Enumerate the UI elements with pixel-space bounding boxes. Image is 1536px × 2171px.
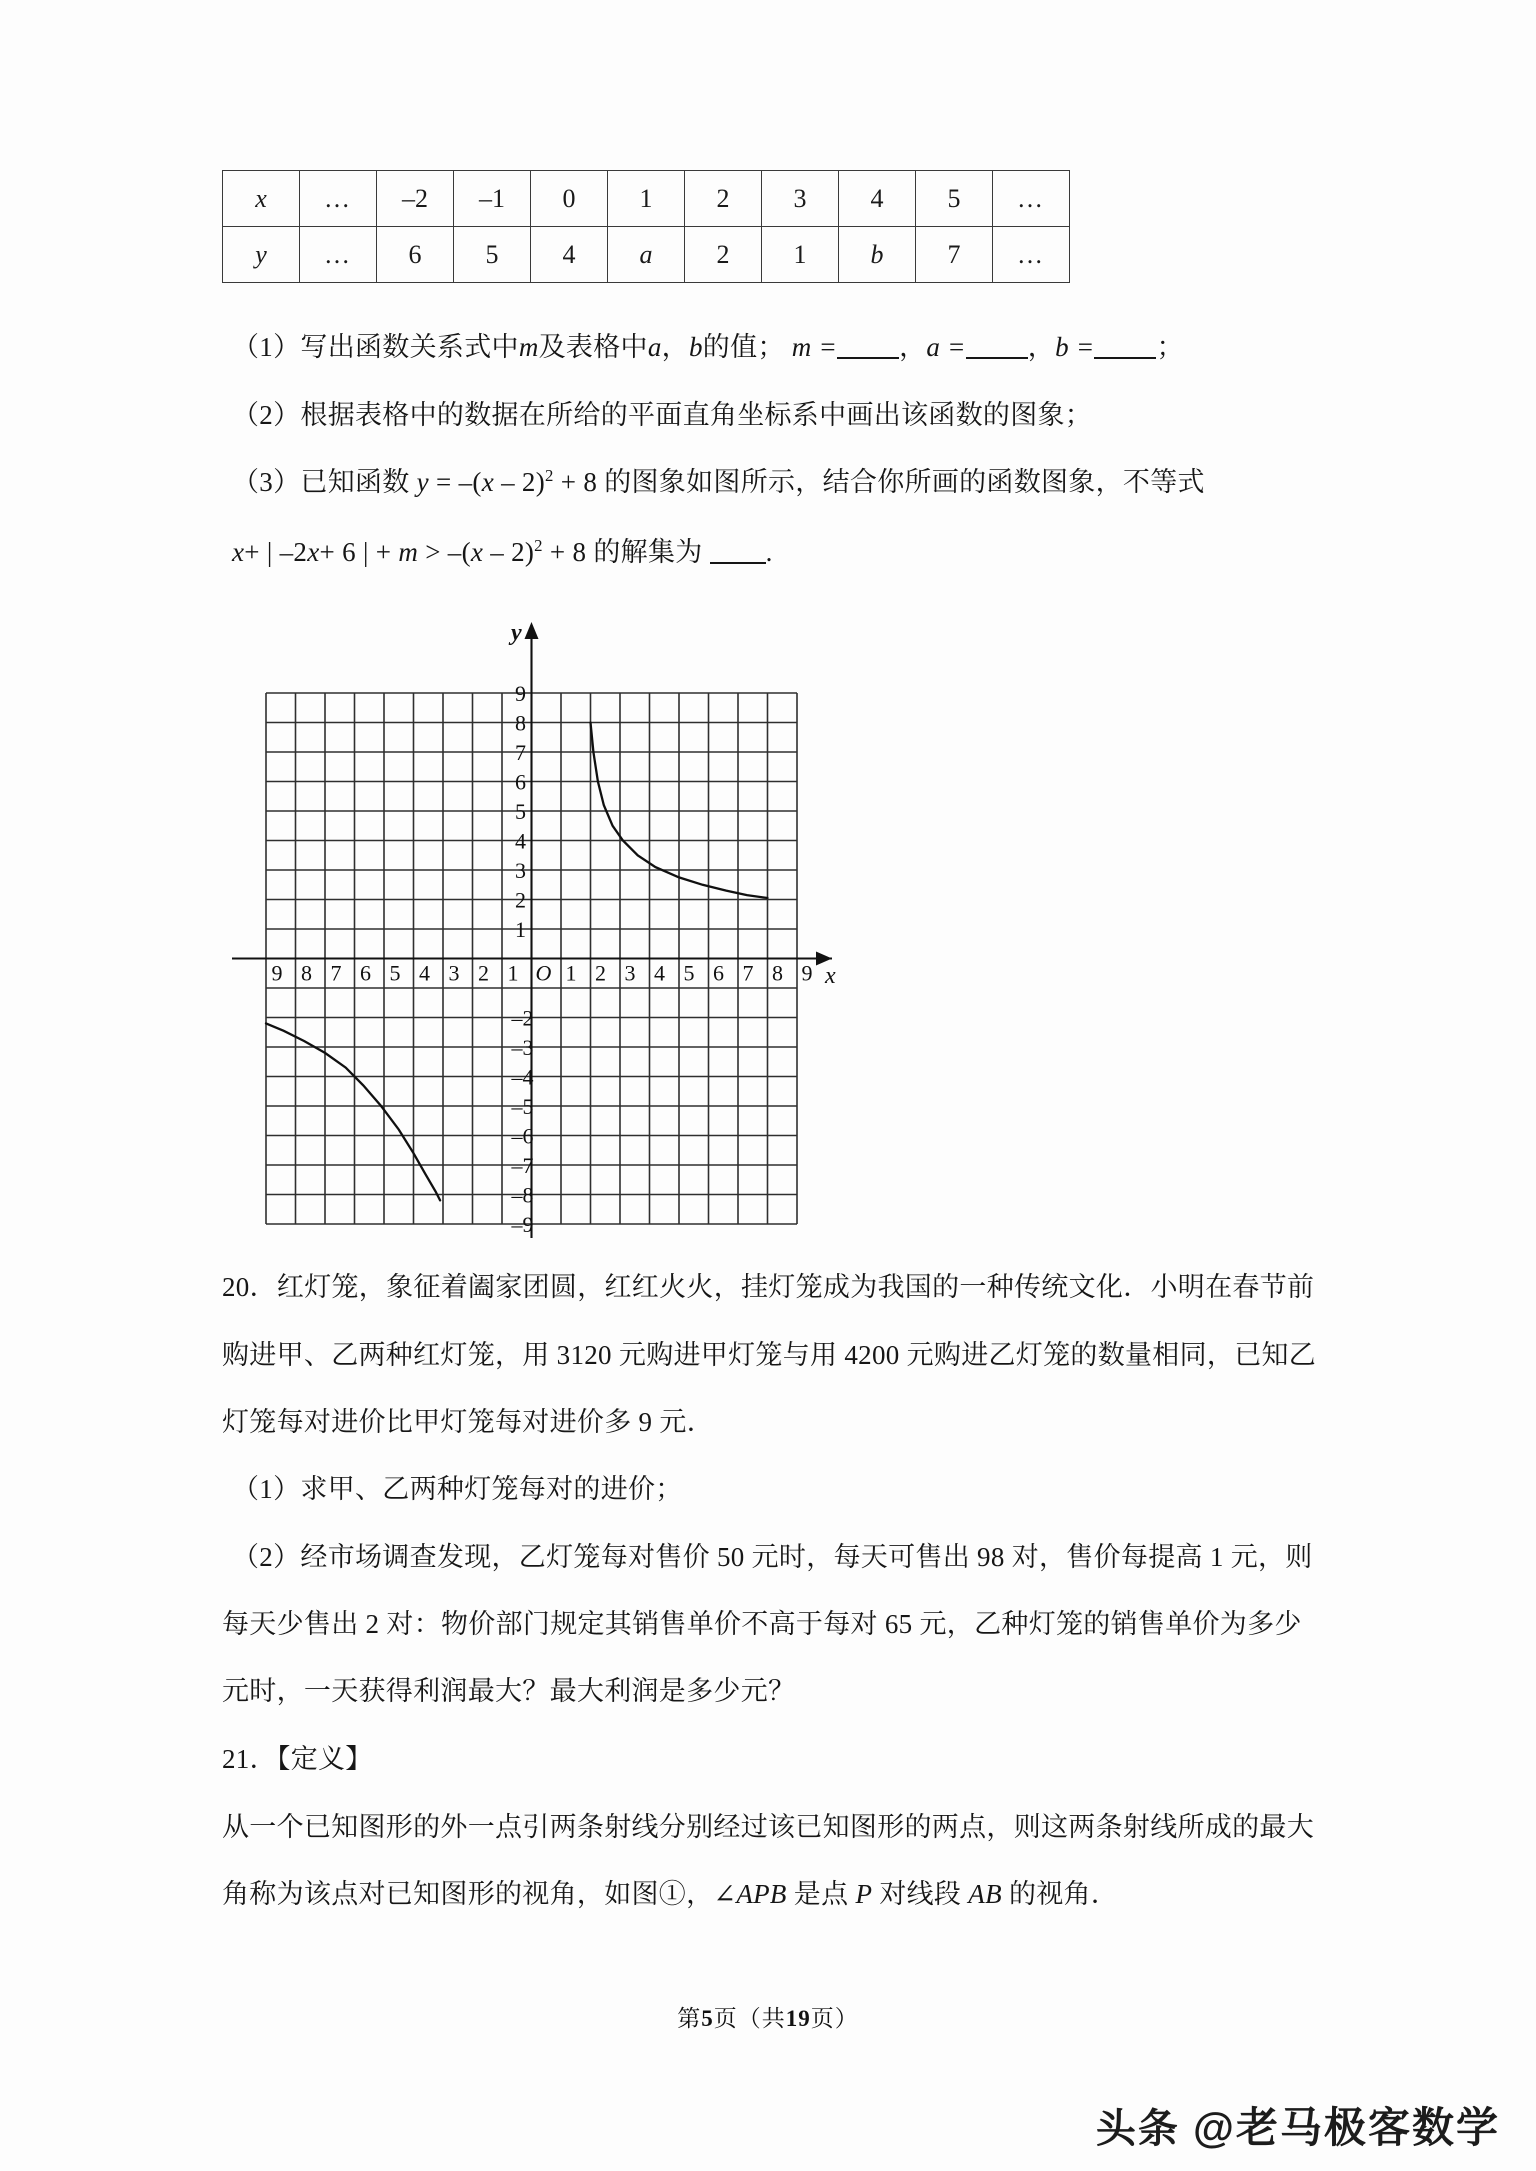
- table-cell: –2: [377, 171, 454, 227]
- tick-label: 5: [389, 960, 401, 986]
- problem-20-sub-2-line-3: 元时，一天获得利润最大？最大利润是多少元？: [222, 1676, 796, 1706]
- tick-label: 8: [301, 960, 312, 986]
- tick-label: 4: [654, 960, 665, 986]
- q4-minus2: – 2): [490, 537, 535, 567]
- footer-prefix: 第: [677, 2006, 702, 2031]
- q1-sep-2: ，: [1027, 332, 1056, 362]
- p21-l2-a: 角称为该点对已知图形的视角，如图①，: [222, 1879, 714, 1909]
- problem-20-sub-2-line-2: 每天少售出 2 对：物价部门规定其销售单价不高于每对 65 元，乙种灯笼的销售单价为多少: [222, 1609, 1302, 1639]
- tick-label: 2: [478, 960, 489, 986]
- answer-blank-a[interactable]: [966, 357, 1028, 359]
- tick-label: 3: [515, 858, 526, 883]
- table-cell: 1: [762, 227, 839, 283]
- graph-svg: [218, 600, 858, 1240]
- tick-label: O: [535, 960, 552, 986]
- table-cell-x-label: x: [223, 171, 300, 227]
- y-axis-label: y: [511, 620, 522, 646]
- tick-label: 4: [515, 828, 526, 854]
- question-3-line-1: [232, 460, 1205, 499]
- q4-gt: > –(: [425, 537, 471, 567]
- answer-blank-solution-set[interactable]: [710, 562, 766, 564]
- problem-20-sub-1: （1）求甲、乙两种灯笼每对的进价；: [232, 1474, 683, 1504]
- p21-point-p: P: [855, 1879, 873, 1909]
- problem-21-line-1: 从一个已知图形的外一点引两条射线分别经过该已知图形的两点，则这两条射线所成的最大: [222, 1812, 1314, 1842]
- table-cell: …: [300, 171, 377, 227]
- q3-prefix: （3）已知函数: [232, 467, 410, 497]
- problem-20-sub-2-line-1: （2）经市场调查发现，乙灯笼每对售价 50 元时，每天可售出 98 对，售价每提高 1 元，则: [232, 1542, 1313, 1572]
- q4-part2: + 6 | +: [319, 537, 392, 567]
- table-cell-y-label: y: [223, 227, 300, 283]
- table-cell: a: [608, 227, 685, 283]
- tick-label: 6: [713, 960, 724, 986]
- q1-prefix: （1）写出函数关系式中: [232, 332, 519, 362]
- table-cell: 2: [685, 227, 762, 283]
- tick-label: –7: [511, 1153, 534, 1178]
- question-2-line: （2）根据表格中的数据在所给的平面直角坐标系中画出该函数的图象；: [232, 400, 1093, 430]
- coordinate-graph: [218, 600, 858, 1240]
- tick-label: 6: [360, 960, 371, 986]
- problem-21-number: 21．: [222, 1744, 277, 1774]
- table-cell: 4: [531, 227, 608, 283]
- q4-m: m: [398, 537, 419, 567]
- watermark-handle: @老马极客数学: [1193, 2104, 1500, 2151]
- problem-20-line-2: 购进甲、乙两种红灯笼，用 3120 元购进甲灯笼与用 4200 元购进乙灯笼的数量相同，已知乙: [222, 1340, 1317, 1370]
- table-cell: 0: [531, 171, 608, 227]
- table-cell: 2: [685, 171, 762, 227]
- problem-20-text: 红灯笼，象征着阖家团圆，红红火火，挂灯笼成为我国的一种传统文化．小明在春节前: [276, 1272, 1315, 1302]
- q1-a-equals: a =: [926, 332, 966, 362]
- table-row: [223, 171, 1070, 227]
- q4-x1: x: [232, 537, 245, 567]
- tick-label: 5: [515, 799, 526, 824]
- table-cell: …: [993, 227, 1070, 283]
- x-axis-label: x: [825, 963, 836, 989]
- problem-20-line-3: 灯笼每对进价比甲灯笼每对进价多 9 元．: [222, 1407, 714, 1437]
- tick-label: –2: [511, 1005, 534, 1031]
- tick-label: 9: [515, 681, 526, 706]
- tick-label: 6: [515, 769, 526, 795]
- tick-label: 7: [742, 960, 754, 986]
- q3-x: x: [481, 467, 494, 497]
- q3-suffix: 的图象如图所示，结合你所画的函数图象，不等式: [604, 467, 1205, 497]
- problem-20-line-1: [222, 1265, 1314, 1304]
- footer-suffix: 页）: [810, 2006, 859, 2031]
- tick-label: 8: [515, 710, 526, 736]
- question-3-line-2: [232, 530, 773, 569]
- p21-segment-ab: AB: [968, 1879, 1002, 1909]
- table-cell: 7: [916, 227, 993, 283]
- table-cell: –1: [454, 171, 531, 227]
- tick-label: 4: [419, 960, 430, 986]
- answer-blank-m[interactable]: [837, 357, 899, 359]
- q1-var-m: m: [518, 332, 539, 362]
- q1-sep-1: ，: [899, 332, 927, 362]
- q4-exponent: 2: [534, 536, 543, 555]
- table-cell: b: [839, 227, 916, 283]
- page-footer: [0, 2000, 1536, 2033]
- tick-label: 3: [624, 960, 636, 986]
- tick-label: 9: [801, 960, 813, 986]
- tick-label: –4: [511, 1064, 534, 1090]
- tick-label: –6: [511, 1123, 534, 1149]
- q1-comma: ，: [661, 332, 689, 362]
- q1-mid: 及表格中: [538, 332, 648, 362]
- problem-21-line-2: [222, 1872, 1118, 1911]
- table-cell: …: [993, 171, 1070, 227]
- tick-label: 2: [515, 887, 526, 913]
- footer-mid: 页（共: [713, 2006, 786, 2031]
- p21-l2-d: 的视角．: [1008, 1879, 1119, 1909]
- p21-angle-apb: ∠APB: [713, 1879, 787, 1909]
- table-cell: 6: [377, 227, 454, 283]
- problem-20-number: 20．: [222, 1272, 277, 1302]
- table-cell: 1: [608, 171, 685, 227]
- table-cell: …: [300, 227, 377, 283]
- table-cell: 3: [762, 171, 839, 227]
- problem-21-heading: [222, 1737, 373, 1776]
- tick-label: 8: [772, 960, 783, 986]
- footer-page-number: 5: [701, 2006, 714, 2031]
- q3-y: y: [416, 467, 429, 497]
- q3-eq: = –(: [436, 467, 482, 497]
- problem-21-definition-label: 【定义】: [276, 1744, 373, 1774]
- tick-label: –8: [511, 1182, 534, 1208]
- q1-var-a: a: [647, 332, 662, 362]
- tick-label: 1: [507, 960, 519, 986]
- tick-label: 1: [565, 960, 577, 986]
- q4-x3: x: [470, 537, 484, 567]
- q4-tail: 的解集为: [593, 537, 703, 567]
- q4-plus8: + 8: [549, 537, 587, 567]
- q4-part1: + | –2: [244, 537, 308, 567]
- q1-var-b: b: [688, 332, 703, 362]
- q1-end: ；: [1156, 332, 1184, 362]
- watermark: [1096, 2095, 1500, 2155]
- table-cell: 5: [916, 171, 993, 227]
- q1-tail: 的值；: [702, 332, 785, 362]
- tick-label: –5: [511, 1094, 534, 1119]
- table-cell: 4: [839, 171, 916, 227]
- tick-label: 7: [515, 740, 526, 765]
- y-axis-arrow-icon: [525, 622, 539, 639]
- table-row: [223, 227, 1070, 283]
- q3-minus2: – 2): [501, 467, 546, 497]
- footer-total-pages: 19: [785, 2006, 811, 2031]
- tick-label: –3: [511, 1035, 534, 1060]
- tick-label: –9: [511, 1212, 534, 1237]
- q4-period: .: [765, 537, 773, 567]
- p21-l2-c: 对线段: [879, 1879, 962, 1909]
- answer-blank-b[interactable]: [1094, 357, 1156, 359]
- tick-label: 5: [683, 960, 695, 986]
- q4-x2: x: [307, 537, 320, 567]
- q1-b-equals: b =: [1055, 332, 1095, 362]
- q1-m-equals: m =: [791, 332, 838, 362]
- question-1-line: [232, 325, 1184, 364]
- tick-label: 1: [515, 917, 526, 942]
- tick-label: 9: [271, 960, 283, 986]
- tick-label: 7: [330, 960, 342, 986]
- tick-label: 2: [595, 960, 606, 986]
- function-value-table: [222, 170, 1070, 283]
- watermark-source: 头条: [1095, 2107, 1180, 2151]
- p21-l2-b: 是点: [793, 1879, 849, 1909]
- table-cell: 5: [454, 227, 531, 283]
- q3-exponent: 2: [545, 466, 554, 485]
- q3-plus8: + 8: [560, 467, 598, 497]
- tick-label: 3: [448, 960, 460, 986]
